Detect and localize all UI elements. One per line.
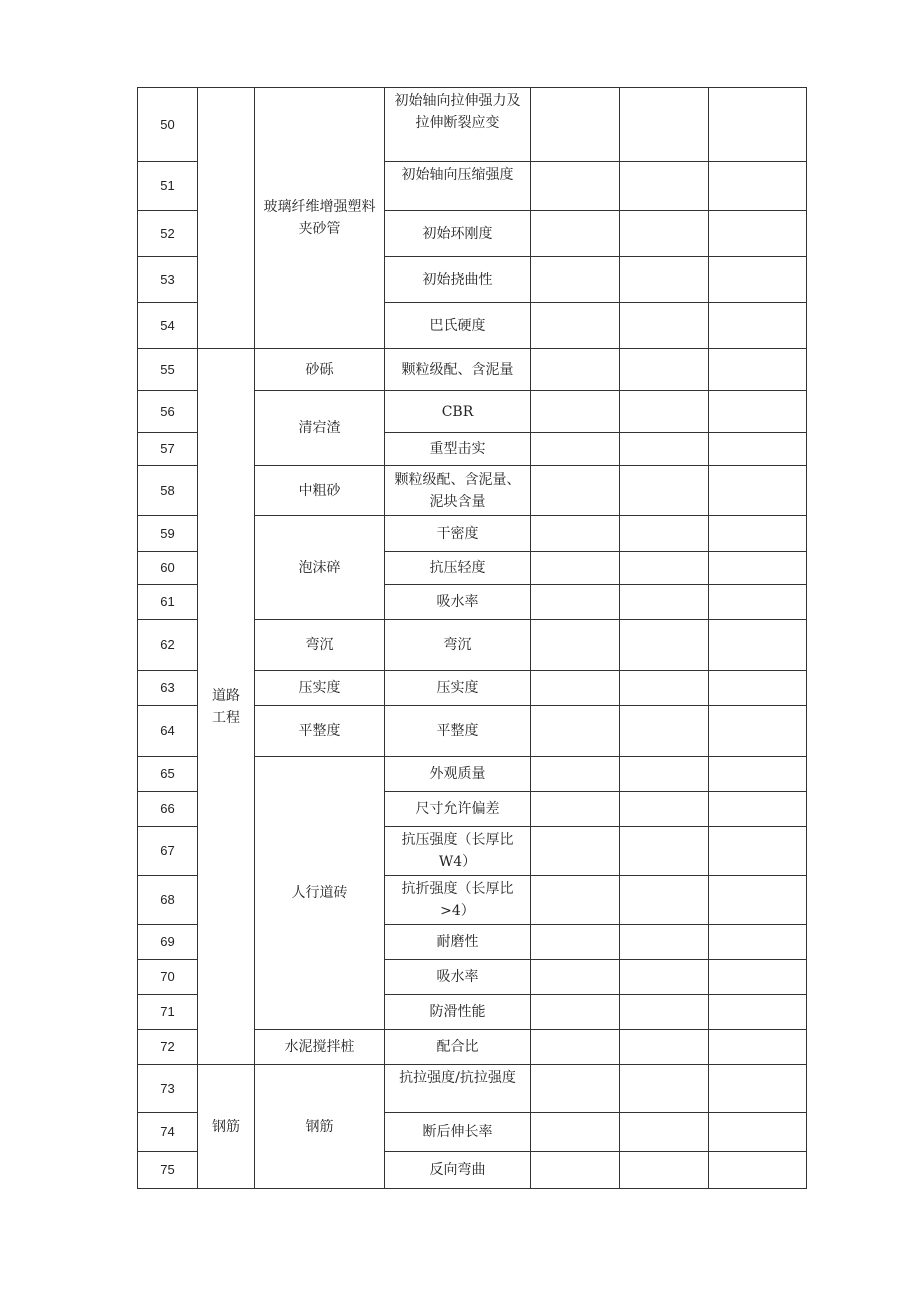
test-item-cell: 耐磨性	[385, 925, 531, 960]
test-item-cell: 反向弯曲	[385, 1152, 531, 1189]
test-item-cell: 干密度	[385, 516, 531, 552]
blank-cell	[709, 960, 807, 995]
test-item-cell: 颗粒级配、含泥量	[385, 349, 531, 391]
blank-cell	[620, 620, 709, 671]
material-cell: 压实度	[255, 671, 385, 706]
blank-cell	[709, 1065, 807, 1113]
row-number: 53	[138, 257, 198, 303]
blank-cell	[709, 925, 807, 960]
blank-cell	[531, 1152, 620, 1189]
row-number: 60	[138, 552, 198, 585]
material-cell: 砂砾	[255, 349, 385, 391]
test-item-cell: 颗粒级配、含泥量、泥块含量	[385, 466, 531, 516]
row-number: 59	[138, 516, 198, 552]
blank-cell	[620, 1113, 709, 1152]
row-number: 51	[138, 162, 198, 211]
blank-cell	[709, 1152, 807, 1189]
material-cell: 清宕渣	[255, 391, 385, 466]
test-item-cell: 断后伸长率	[385, 1113, 531, 1152]
blank-cell	[531, 1065, 620, 1113]
row-number: 67	[138, 827, 198, 876]
material-cell: 人行道砖	[255, 757, 385, 1030]
row-number: 72	[138, 1030, 198, 1065]
material-cell: 泡沫碎	[255, 516, 385, 620]
row-number: 50	[138, 88, 198, 162]
row-number: 68	[138, 876, 198, 925]
blank-cell	[620, 995, 709, 1030]
row-number: 66	[138, 792, 198, 827]
section-cell: 道路工程	[198, 349, 255, 1065]
row-number: 54	[138, 303, 198, 349]
test-item-cell: 压实度	[385, 671, 531, 706]
blank-cell	[620, 516, 709, 552]
table-row	[138, 88, 807, 162]
test-item-cell: 弯沉	[385, 620, 531, 671]
blank-cell	[620, 925, 709, 960]
blank-cell	[620, 211, 709, 257]
test-item-cell: 初始环刚度	[385, 211, 531, 257]
test-item-cell: 吸水率	[385, 585, 531, 620]
blank-cell	[709, 620, 807, 671]
blank-cell	[620, 349, 709, 391]
blank-cell	[620, 88, 709, 162]
blank-cell	[531, 792, 620, 827]
blank-cell	[620, 1065, 709, 1113]
blank-cell	[531, 433, 620, 466]
material-cell: 平整度	[255, 706, 385, 757]
test-item-cell: 平整度	[385, 706, 531, 757]
blank-cell	[531, 1113, 620, 1152]
blank-cell	[531, 303, 620, 349]
blank-cell	[531, 671, 620, 706]
blank-cell	[709, 552, 807, 585]
row-number: 57	[138, 433, 198, 466]
inspection-table	[137, 87, 807, 1189]
blank-cell	[620, 671, 709, 706]
section-cell	[198, 88, 255, 349]
blank-cell	[709, 757, 807, 792]
blank-cell	[709, 466, 807, 516]
table-row	[138, 349, 807, 391]
test-item-cell: 巴氏硬度	[385, 303, 531, 349]
row-number: 55	[138, 349, 198, 391]
blank-cell	[531, 620, 620, 671]
row-number: 56	[138, 391, 198, 433]
material-cell: 中粗砂	[255, 466, 385, 516]
blank-cell	[620, 876, 709, 925]
blank-cell	[620, 552, 709, 585]
blank-cell	[531, 995, 620, 1030]
blank-cell	[620, 960, 709, 995]
test-item-cell: 初始轴向压缩强度	[385, 162, 531, 211]
test-item-cell: 抗压强度（长厚比W4）	[385, 827, 531, 876]
blank-cell	[531, 162, 620, 211]
blank-cell	[709, 827, 807, 876]
blank-cell	[709, 88, 807, 162]
blank-cell	[709, 349, 807, 391]
blank-cell	[620, 757, 709, 792]
blank-cell	[620, 706, 709, 757]
blank-cell	[709, 876, 807, 925]
blank-cell	[709, 1113, 807, 1152]
row-number: 65	[138, 757, 198, 792]
row-number: 63	[138, 671, 198, 706]
row-number: 64	[138, 706, 198, 757]
blank-cell	[709, 162, 807, 211]
blank-cell	[531, 585, 620, 620]
blank-cell	[709, 792, 807, 827]
blank-cell	[709, 671, 807, 706]
blank-cell	[531, 552, 620, 585]
blank-cell	[709, 706, 807, 757]
test-item-cell: 重型击实	[385, 433, 531, 466]
blank-cell	[709, 257, 807, 303]
blank-cell	[531, 706, 620, 757]
blank-cell	[620, 1030, 709, 1065]
test-item-cell: 配合比	[385, 1030, 531, 1065]
test-item-cell: 抗拉强度/抗拉强度	[385, 1065, 531, 1113]
blank-cell	[709, 585, 807, 620]
row-number: 75	[138, 1152, 198, 1189]
material-cell: 钢筋	[255, 1065, 385, 1189]
row-number: 71	[138, 995, 198, 1030]
blank-cell	[709, 433, 807, 466]
test-item-cell: 尺寸允许偏差	[385, 792, 531, 827]
blank-cell	[531, 88, 620, 162]
material-cell: 玻璃纤维增强塑料夹砂管	[255, 88, 385, 349]
test-item-cell: 防滑性能	[385, 995, 531, 1030]
blank-cell	[531, 349, 620, 391]
blank-cell	[620, 1152, 709, 1189]
blank-cell	[709, 995, 807, 1030]
test-item-cell: 抗折强度（长厚比>4）	[385, 876, 531, 925]
blank-cell	[531, 925, 620, 960]
blank-cell	[531, 1030, 620, 1065]
blank-cell	[709, 211, 807, 257]
test-item-cell: 外观质量	[385, 757, 531, 792]
blank-cell	[620, 303, 709, 349]
test-item-cell: 抗压轻度	[385, 552, 531, 585]
blank-cell	[620, 162, 709, 211]
blank-cell	[620, 433, 709, 466]
test-item-cell: 吸水率	[385, 960, 531, 995]
row-number: 73	[138, 1065, 198, 1113]
blank-cell	[620, 792, 709, 827]
blank-cell	[531, 211, 620, 257]
material-cell: 水泥搅拌桩	[255, 1030, 385, 1065]
row-number: 74	[138, 1113, 198, 1152]
blank-cell	[531, 466, 620, 516]
row-number: 58	[138, 466, 198, 516]
blank-cell	[709, 391, 807, 433]
blank-cell	[620, 466, 709, 516]
material-cell: 弯沉	[255, 620, 385, 671]
test-item-cell: 初始轴向拉伸强力及拉伸断裂应变	[385, 88, 531, 162]
row-number: 52	[138, 211, 198, 257]
blank-cell	[531, 827, 620, 876]
blank-cell	[709, 1030, 807, 1065]
test-item-cell: CBR	[385, 391, 531, 433]
section-cell: 钢筋	[198, 1065, 255, 1189]
blank-cell	[531, 757, 620, 792]
blank-cell	[531, 960, 620, 995]
table-row	[138, 1065, 807, 1113]
row-number: 70	[138, 960, 198, 995]
row-number: 61	[138, 585, 198, 620]
blank-cell	[620, 391, 709, 433]
blank-cell	[531, 516, 620, 552]
blank-cell	[709, 303, 807, 349]
blank-cell	[531, 257, 620, 303]
row-number: 62	[138, 620, 198, 671]
blank-cell	[620, 827, 709, 876]
test-item-cell: 初始挠曲性	[385, 257, 531, 303]
blank-cell	[620, 585, 709, 620]
blank-cell	[531, 876, 620, 925]
blank-cell	[531, 391, 620, 433]
blank-cell	[709, 516, 807, 552]
row-number: 69	[138, 925, 198, 960]
blank-cell	[620, 257, 709, 303]
